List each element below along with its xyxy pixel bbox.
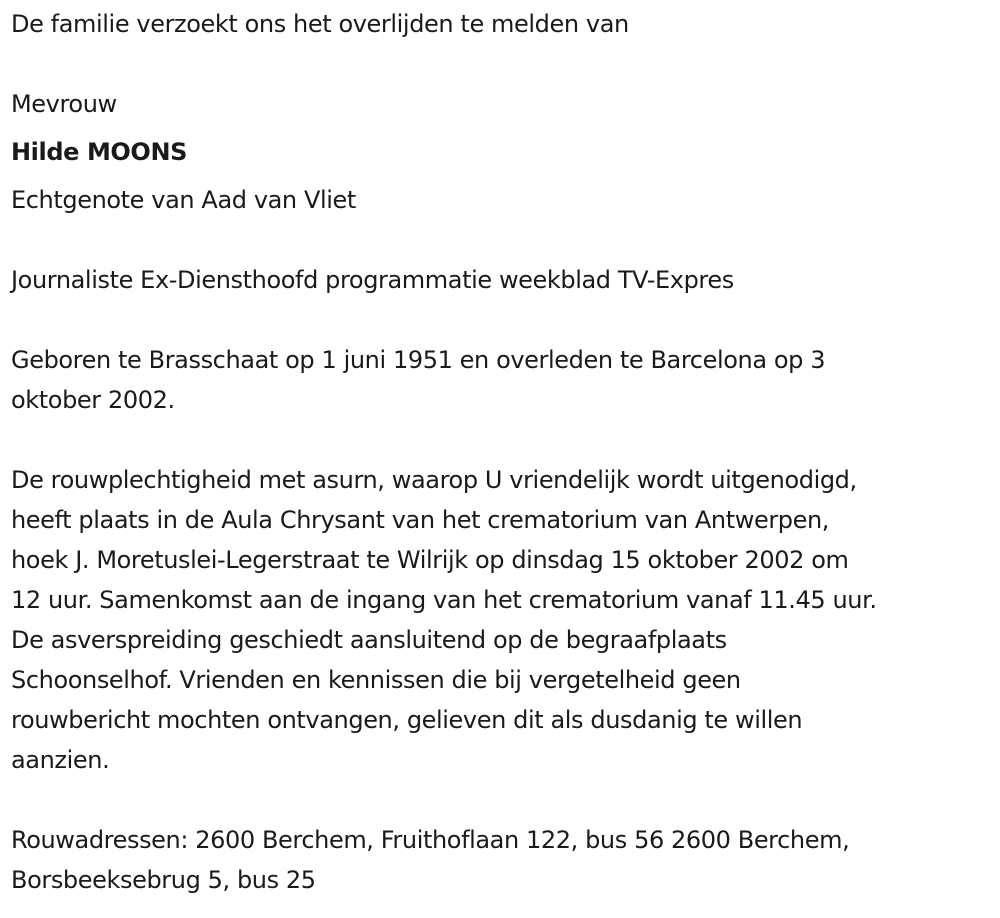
paragraph-line: Borsbeeksebrug 5, bus 25	[11, 866, 316, 894]
honorific: Mevrouw	[11, 90, 117, 118]
spouse-text: Echtgenote van Aad van Vliet	[11, 186, 356, 214]
paragraph-line: Rouwadressen: 2600 Berchem, Fruithoflaan 122, bus 56 2600 Berchem,	[11, 826, 850, 854]
paragraph-line: heeft plaats in de Aula Chrysant van het crematorium van Antwerpen,	[11, 506, 830, 534]
paragraph-line: aanzien.	[11, 746, 110, 774]
ceremony-paragraph	[11, 460, 996, 780]
death-notice	[11, 4, 996, 900]
paragraph-line: hoek J. Moretuslei-Legerstraat te Wilrijk op dinsdag 15 oktober 2002 om	[11, 546, 849, 574]
paragraph-line: oktober 2002.	[11, 386, 175, 414]
paragraph-line: rouwbericht mochten ontvangen, gelieven dit als dusdanig te willen	[11, 706, 803, 734]
paragraph-line: Schoonselhof. Vrienden en kennissen die bij vergetelheid geen	[11, 666, 741, 694]
deceased-name: Hilde MOONS	[11, 138, 188, 166]
birth-death-paragraph	[11, 340, 996, 420]
paragraph-line: 12 uur. Samenkomst aan de ingang van het crematorium vanaf 11.45 uur.	[11, 586, 877, 614]
addresses-paragraph	[11, 820, 996, 900]
paragraph-line: De asverspreiding geschiedt aansluitend op de begraafplaats	[11, 626, 727, 654]
paragraph-line: De rouwplechtigheid met asurn, waarop U vriendelijk wordt uitgenodigd,	[11, 466, 857, 494]
intro-text: De familie verzoekt ons het overlijden te melden van	[11, 10, 629, 38]
profession-text: Journaliste Ex-Diensthoofd programmatie weekblad TV-Expres	[11, 266, 734, 294]
paragraph-line: Geboren te Brasschaat op 1 juni 1951 en overleden te Barcelona op 3	[11, 346, 826, 374]
